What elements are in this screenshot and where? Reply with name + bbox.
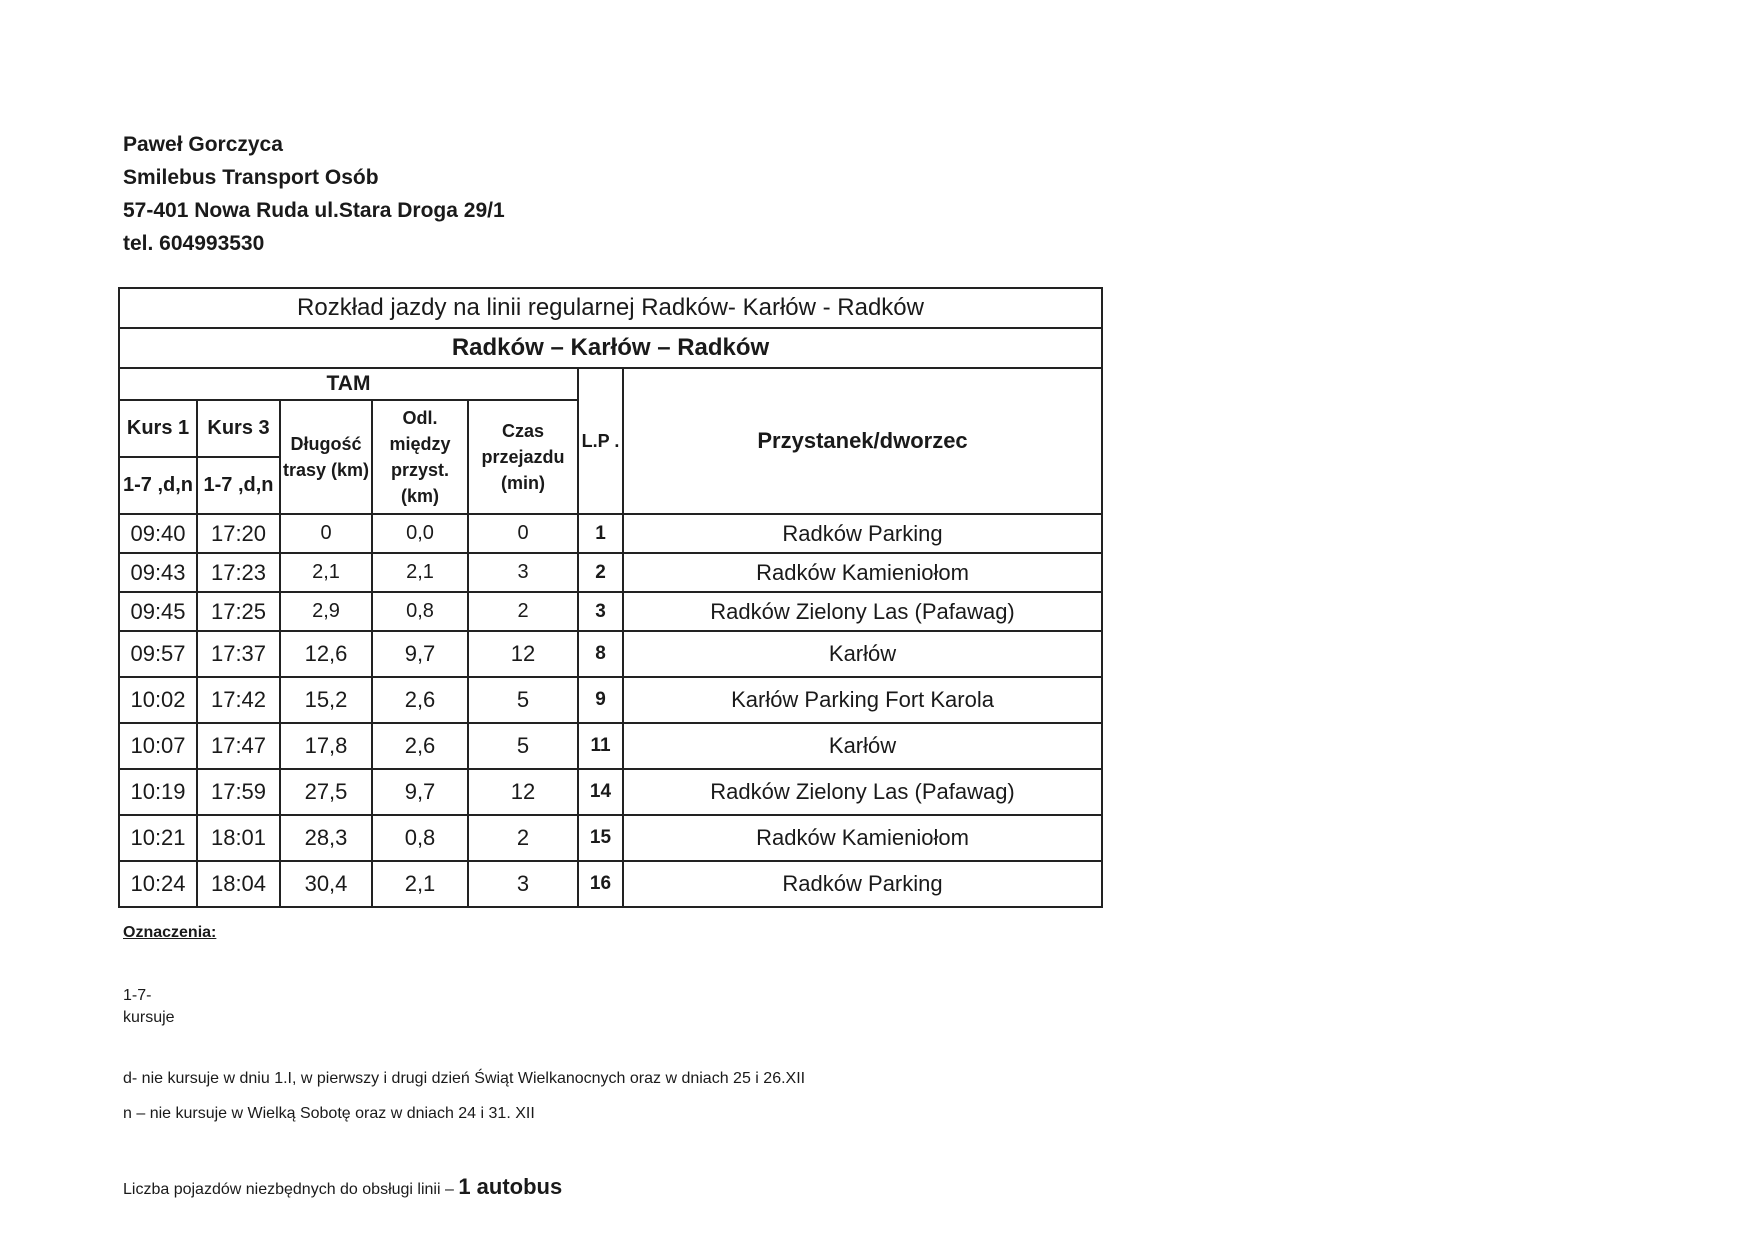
route-length: 15,2 <box>280 677 372 723</box>
table-row <box>119 769 1102 815</box>
stop-name: Karłów <box>623 631 1102 677</box>
legend-title: Oznaczenia: <box>123 924 217 941</box>
travel-time: 3 <box>468 553 578 592</box>
stop-number: 8 <box>578 631 623 677</box>
legend-n: n – nie kursuje w Wielką Sobotę oraz w dniach 24 i 31. XII <box>123 1105 535 1122</box>
stop-distance: 2,1 <box>372 553 468 592</box>
kurs1-time: 10:02 <box>119 677 197 723</box>
travel-time: 2 <box>468 815 578 861</box>
route-length: 0 <box>280 514 372 553</box>
kurs3-time: 17:42 <box>197 677 280 723</box>
legend-d: d- nie kursuje w dniu 1.I, w pierwszy i drugi dzień Świąt Wielkanocnych oraz w dniach 25 i 26.XII <box>123 1070 806 1087</box>
stop-number: 14 <box>578 769 623 815</box>
stop-name: Radków Zielony Las (Pafawag) <box>623 592 1102 631</box>
kurs1-time: 10:24 <box>119 861 197 907</box>
stop-name: Radków Zielony Las (Pafawag) <box>623 769 1102 815</box>
vehicle-count <box>123 1174 562 1200</box>
route-length: 30,4 <box>280 861 372 907</box>
legend-1-7-desc: kursuje <box>123 1009 175 1026</box>
kurs1-time: 10:21 <box>119 815 197 861</box>
kurs3-time: 17:23 <box>197 553 280 592</box>
stop-distance: 2,6 <box>372 723 468 769</box>
table-row <box>119 592 1102 631</box>
travel-time: 5 <box>468 723 578 769</box>
stop-name: Radków Kamieniołom <box>623 553 1102 592</box>
stop-name: Radków Parking <box>623 514 1102 553</box>
kurs1-days: 1-7 ,d,n <box>119 457 197 514</box>
travel-time: 12 <box>468 631 578 677</box>
kurs3-time: 17:59 <box>197 769 280 815</box>
kurs3-time: 17:20 <box>197 514 280 553</box>
table-row <box>119 723 1102 769</box>
travel-time: 2 <box>468 592 578 631</box>
stop-distance: 9,7 <box>372 631 468 677</box>
route-length-header: Długość trasy (km) <box>280 400 372 514</box>
travel-time: 5 <box>468 677 578 723</box>
kurs1-time: 09:57 <box>119 631 197 677</box>
route-length: 27,5 <box>280 769 372 815</box>
company-owner: Paweł Gorczyca <box>123 133 283 156</box>
stop-distance: 0,0 <box>372 514 468 553</box>
vehicle-count-label: Liczba pojazdów niezbędnych do obsługi linii – <box>123 1181 459 1198</box>
stop-number: 16 <box>578 861 623 907</box>
stop-name: Radków Kamieniołom <box>623 815 1102 861</box>
legend-1-7-code: 1-7- <box>123 987 152 1004</box>
route-name: Radków – Karłów – Radków <box>119 328 1102 368</box>
kurs3-time: 17:25 <box>197 592 280 631</box>
stop-distance: 2,1 <box>372 861 468 907</box>
company-phone: tel. 604993530 <box>123 232 265 255</box>
kurs1-time: 10:19 <box>119 769 197 815</box>
table-row <box>119 861 1102 907</box>
stop-distance: 0,8 <box>372 592 468 631</box>
company-address: 57-401 Nowa Ruda ul.Stara Droga 29/1 <box>123 199 505 222</box>
company-name: Smilebus Transport Osób <box>123 166 379 189</box>
travel-time: 12 <box>468 769 578 815</box>
stop-number: 2 <box>578 553 623 592</box>
timetable <box>118 287 1103 908</box>
kurs3-header: Kurs 3 <box>197 400 280 457</box>
route-length: 28,3 <box>280 815 372 861</box>
route-length: 12,6 <box>280 631 372 677</box>
table-row <box>119 631 1102 677</box>
stop-number: 3 <box>578 592 623 631</box>
route-length: 2,1 <box>280 553 372 592</box>
kurs3-time: 17:37 <box>197 631 280 677</box>
kurs3-time: 18:04 <box>197 861 280 907</box>
kurs1-header: Kurs 1 <box>119 400 197 457</box>
kurs3-days: 1-7 ,d,n <box>197 457 280 514</box>
stop-number: 9 <box>578 677 623 723</box>
table-row <box>119 553 1102 592</box>
stop-number: 11 <box>578 723 623 769</box>
stop-name: Karłów <box>623 723 1102 769</box>
travel-time: 0 <box>468 514 578 553</box>
table-row <box>119 514 1102 553</box>
legend-1-7 <box>123 985 175 1029</box>
table-row <box>119 677 1102 723</box>
stop-distance: 2,6 <box>372 677 468 723</box>
stop-header: Przystanek/dworzec <box>623 368 1102 514</box>
company-header <box>123 128 505 260</box>
kurs1-time: 09:43 <box>119 553 197 592</box>
kurs1-time: 09:40 <box>119 514 197 553</box>
kurs1-time: 09:45 <box>119 592 197 631</box>
direction-header: TAM <box>119 368 578 400</box>
stop-number: 15 <box>578 815 623 861</box>
kurs3-time: 18:01 <box>197 815 280 861</box>
travel-time: 3 <box>468 861 578 907</box>
vehicle-count-value: 1 autobus <box>458 1174 563 1199</box>
timetable-title: Rozkład jazdy na linii regularnej Radków- Karłów - Radków <box>119 288 1102 328</box>
route-length: 2,9 <box>280 592 372 631</box>
stop-name: Radków Parking <box>623 861 1102 907</box>
kurs3-time: 17:47 <box>197 723 280 769</box>
stop-distance: 9,7 <box>372 769 468 815</box>
stop-name: Karłów Parking Fort Karola <box>623 677 1102 723</box>
lp-header: L.P . <box>578 368 623 514</box>
table-row <box>119 815 1102 861</box>
stop-distance-header: Odl. między przyst. (km) <box>372 400 468 514</box>
stop-number: 1 <box>578 514 623 553</box>
stop-distance: 0,8 <box>372 815 468 861</box>
kurs1-time: 10:07 <box>119 723 197 769</box>
route-length: 17,8 <box>280 723 372 769</box>
travel-time-header: Czas przejazdu (min) <box>468 400 578 514</box>
